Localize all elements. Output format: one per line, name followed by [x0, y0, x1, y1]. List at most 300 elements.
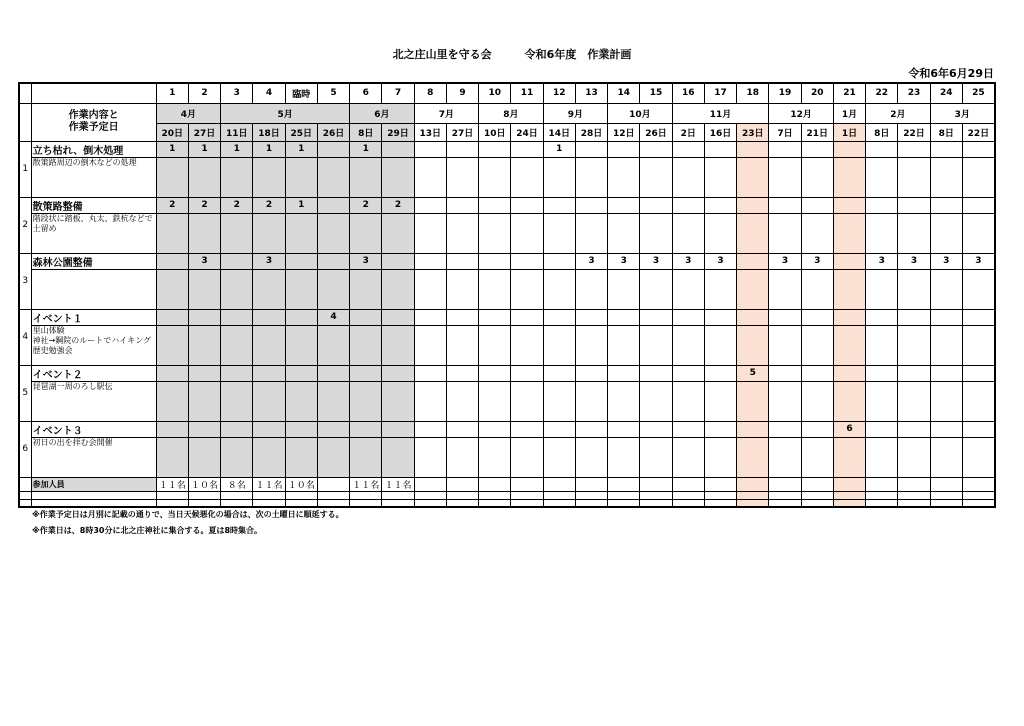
task-mark [221, 309, 253, 325]
day-label: 14日 [543, 123, 575, 141]
task-mark [801, 365, 833, 381]
task-mark [285, 309, 317, 325]
task-cell [382, 157, 414, 197]
empty-cell [350, 499, 382, 507]
attendance-count [608, 477, 640, 491]
task-mark [317, 141, 349, 157]
empty-cell [898, 499, 930, 507]
task-cell [801, 437, 833, 477]
task-cell [575, 213, 607, 253]
task-cell [898, 381, 930, 421]
session-number: 22 [866, 83, 898, 103]
attendance-count: １０名 [285, 477, 317, 491]
task-mark: 2 [221, 197, 253, 213]
task-cell [221, 213, 253, 253]
task-cell [769, 381, 801, 421]
task-mark [188, 421, 220, 437]
task-index: 1 [19, 141, 31, 197]
task-mark [737, 309, 769, 325]
task-cell [188, 157, 220, 197]
task-cell [866, 325, 898, 365]
day-label: 23日 [737, 123, 769, 141]
blank-cell [31, 83, 156, 103]
empty-cell [801, 491, 833, 499]
task-cell [221, 157, 253, 197]
task-cell [479, 269, 511, 309]
empty-cell [479, 491, 511, 499]
task-mark [672, 141, 704, 157]
task-mark [962, 421, 995, 437]
task-cell [962, 157, 995, 197]
task-cell [446, 325, 478, 365]
task-cell [156, 213, 188, 253]
task-cell [156, 381, 188, 421]
task-cell [866, 381, 898, 421]
task-cell [672, 213, 704, 253]
task-cell [575, 157, 607, 197]
task-cell [317, 325, 349, 365]
task-mark [608, 365, 640, 381]
empty-cell [575, 499, 607, 507]
task-cell [382, 325, 414, 365]
empty-cell [511, 491, 543, 499]
session-number: 24 [930, 83, 962, 103]
task-mark [511, 197, 543, 213]
session-number: 4 [253, 83, 285, 103]
task-mark: 3 [962, 253, 995, 269]
month-label: 11月 [672, 103, 769, 123]
attendance-count [414, 477, 446, 491]
task-cell [253, 157, 285, 197]
empty-cell [962, 499, 995, 507]
table-row [19, 309, 995, 325]
task-mark [350, 365, 382, 381]
task-cell [672, 325, 704, 365]
attendance-count [479, 477, 511, 491]
task-cell [672, 381, 704, 421]
task-cell [382, 269, 414, 309]
empty-cell [317, 499, 349, 507]
task-name: 立ち枯れ、倒木処理 [31, 141, 156, 157]
session-number: 20 [801, 83, 833, 103]
task-name: イベント３ [31, 421, 156, 437]
empty-cell [188, 491, 220, 499]
day-label: 2日 [672, 123, 704, 141]
task-mark [962, 197, 995, 213]
task-cell [866, 213, 898, 253]
task-mark [543, 197, 575, 213]
task-cell [317, 381, 349, 421]
task-mark [737, 197, 769, 213]
month-label: 10月 [608, 103, 673, 123]
task-cell [285, 213, 317, 253]
task-cell [801, 213, 833, 253]
task-cell [285, 157, 317, 197]
task-mark [575, 365, 607, 381]
task-cell [253, 213, 285, 253]
task-cell [833, 157, 865, 197]
session-number: 14 [608, 83, 640, 103]
task-cell [575, 269, 607, 309]
task-description [31, 269, 156, 309]
task-mark [833, 253, 865, 269]
empty-cell [446, 491, 478, 499]
session-number: 25 [962, 83, 995, 103]
task-name: 散策路整備 [31, 197, 156, 213]
session-number: 2 [188, 83, 220, 103]
task-mark [317, 253, 349, 269]
blank-cell [19, 491, 31, 499]
task-mark [704, 421, 736, 437]
task-mark [414, 197, 446, 213]
day-label: 16日 [704, 123, 736, 141]
session-number: 21 [833, 83, 865, 103]
table-row [19, 197, 995, 213]
task-cell [446, 213, 478, 253]
task-mark [446, 253, 478, 269]
task-cell [382, 437, 414, 477]
session-number: 1 [156, 83, 188, 103]
task-cell [962, 381, 995, 421]
task-cell [350, 381, 382, 421]
task-cell [188, 437, 220, 477]
blank-cell [31, 499, 156, 507]
attendance-count [672, 477, 704, 491]
task-cell [188, 213, 220, 253]
task-cell [543, 325, 575, 365]
task-mark: 3 [704, 253, 736, 269]
empty-cell [608, 499, 640, 507]
month-label: 4月 [156, 103, 221, 123]
task-cell [188, 381, 220, 421]
empty-cell [382, 491, 414, 499]
empty-cell [898, 491, 930, 499]
task-mark [543, 309, 575, 325]
task-cell [350, 269, 382, 309]
task-cell [930, 157, 962, 197]
task-mark: 3 [350, 253, 382, 269]
task-mark [704, 365, 736, 381]
task-mark: 1 [285, 141, 317, 157]
table-row [19, 477, 995, 491]
task-cell [253, 269, 285, 309]
task-mark [543, 253, 575, 269]
task-cell [285, 437, 317, 477]
month-label: 2月 [866, 103, 931, 123]
empty-cell [801, 499, 833, 507]
task-mark [479, 309, 511, 325]
task-cell [511, 157, 543, 197]
task-mark [253, 309, 285, 325]
task-mark [672, 365, 704, 381]
task-mark [833, 309, 865, 325]
table-row [19, 269, 995, 309]
task-mark: 1 [188, 141, 220, 157]
footnote: ※作業予定日は月別に記載の通りで、当日天候悪化の場合は、次の土曜日に順延する。 [32, 510, 344, 519]
task-mark [608, 141, 640, 157]
task-mark: 3 [672, 253, 704, 269]
footnote: ※作業日は、8時30分に北之庄神社に集合する。夏は8時集合。 [32, 526, 263, 535]
task-cell [866, 269, 898, 309]
month-label: 8月 [479, 103, 544, 123]
day-label: 7日 [769, 123, 801, 141]
task-cell [575, 325, 607, 365]
session-number: 11 [511, 83, 543, 103]
empty-cell [350, 491, 382, 499]
task-cell [479, 157, 511, 197]
task-cell [801, 381, 833, 421]
task-mark [350, 309, 382, 325]
task-cell [317, 269, 349, 309]
task-cell [446, 157, 478, 197]
task-cell [414, 269, 446, 309]
task-mark [640, 197, 672, 213]
attendance-count [511, 477, 543, 491]
task-mark [446, 365, 478, 381]
task-cell [608, 213, 640, 253]
empty-cell [640, 491, 672, 499]
task-mark [479, 197, 511, 213]
day-label: 26日 [640, 123, 672, 141]
day-label: 22日 [962, 123, 995, 141]
task-mark [446, 197, 478, 213]
task-mark [221, 365, 253, 381]
task-cell [446, 437, 478, 477]
session-number: 9 [446, 83, 478, 103]
task-cell [833, 437, 865, 477]
day-label: 11日 [221, 123, 253, 141]
task-cell [962, 325, 995, 365]
attendance-count: １１名 [253, 477, 285, 491]
task-cell [156, 157, 188, 197]
month-label: 1月 [833, 103, 865, 123]
task-cell [511, 381, 543, 421]
task-cell [575, 437, 607, 477]
task-mark [704, 197, 736, 213]
attendance-count [704, 477, 736, 491]
task-mark [608, 421, 640, 437]
table-row [19, 103, 995, 123]
task-cell [769, 157, 801, 197]
task-cell [640, 213, 672, 253]
task-mark [479, 141, 511, 157]
task-mark [833, 365, 865, 381]
task-cell [640, 269, 672, 309]
task-mark [156, 309, 188, 325]
task-mark [672, 309, 704, 325]
task-mark [317, 365, 349, 381]
task-cell [898, 213, 930, 253]
task-mark [414, 365, 446, 381]
task-cell [221, 269, 253, 309]
attendance-count [317, 477, 349, 491]
task-cell [898, 325, 930, 365]
task-mark [253, 421, 285, 437]
day-label: 29日 [382, 123, 414, 141]
task-cell [414, 213, 446, 253]
empty-cell [285, 491, 317, 499]
empty-cell [543, 491, 575, 499]
empty-cell [704, 499, 736, 507]
task-mark [188, 309, 220, 325]
task-mark: 3 [640, 253, 672, 269]
table-row [19, 123, 995, 141]
task-mark: 3 [253, 253, 285, 269]
task-index: 6 [19, 421, 31, 477]
empty-cell [285, 499, 317, 507]
task-mark [704, 141, 736, 157]
task-cell [317, 157, 349, 197]
task-description: 琵琶湖一周のろし駅伝 [31, 381, 156, 421]
task-mark [575, 197, 607, 213]
attendance-count [801, 477, 833, 491]
task-cell [769, 437, 801, 477]
task-cell [833, 269, 865, 309]
task-cell [672, 157, 704, 197]
task-mark [575, 309, 607, 325]
attendance-label: 参加人員 [31, 477, 156, 491]
empty-cell [156, 491, 188, 499]
table-row [19, 421, 995, 437]
document-date: 令和6年6月29日 [908, 67, 994, 80]
task-cell [253, 381, 285, 421]
day-label: 26日 [317, 123, 349, 141]
task-mark [253, 365, 285, 381]
task-cell [704, 437, 736, 477]
table-row [19, 157, 995, 197]
empty-cell [382, 499, 414, 507]
task-mark [414, 253, 446, 269]
attendance-count [737, 477, 769, 491]
task-cell [285, 381, 317, 421]
empty-cell [866, 491, 898, 499]
day-label: 8日 [930, 123, 962, 141]
task-cell [737, 157, 769, 197]
task-cell [253, 437, 285, 477]
empty-cell [866, 499, 898, 507]
task-mark [479, 421, 511, 437]
task-mark [737, 421, 769, 437]
task-cell [221, 381, 253, 421]
task-cell [769, 213, 801, 253]
task-cell [608, 157, 640, 197]
task-mark [769, 421, 801, 437]
task-mark [801, 141, 833, 157]
task-mark [769, 309, 801, 325]
day-label: 1日 [833, 123, 865, 141]
task-mark: 3 [188, 253, 220, 269]
task-cell [801, 325, 833, 365]
task-mark: 1 [253, 141, 285, 157]
task-mark [414, 421, 446, 437]
session-number: 5 [317, 83, 349, 103]
task-mark [672, 197, 704, 213]
task-mark [833, 197, 865, 213]
task-cell [511, 269, 543, 309]
attendance-count [930, 477, 962, 491]
empty-cell [833, 499, 865, 507]
task-cell [285, 269, 317, 309]
task-cell [930, 325, 962, 365]
task-mark [930, 365, 962, 381]
session-number: 10 [479, 83, 511, 103]
task-mark [382, 253, 414, 269]
task-name: 森林公園整備 [31, 253, 156, 269]
task-index: 2 [19, 197, 31, 253]
table-row [19, 213, 995, 253]
task-name: イベント２ [31, 365, 156, 381]
task-description: 散策路周辺の倒木などの処理 [31, 157, 156, 197]
empty-cell [188, 499, 220, 507]
task-cell [317, 213, 349, 253]
table-row [19, 381, 995, 421]
task-cell [350, 437, 382, 477]
task-mark [930, 141, 962, 157]
table-row [19, 437, 995, 477]
task-cell [833, 325, 865, 365]
task-cell [543, 157, 575, 197]
task-cell [737, 269, 769, 309]
empty-cell [769, 499, 801, 507]
task-mark [898, 197, 930, 213]
task-cell [737, 213, 769, 253]
task-mark: 3 [608, 253, 640, 269]
attendance-count [898, 477, 930, 491]
task-mark [930, 309, 962, 325]
task-mark [511, 141, 543, 157]
day-label: 25日 [285, 123, 317, 141]
task-index: 4 [19, 309, 31, 365]
task-cell [608, 381, 640, 421]
empty-cell [543, 499, 575, 507]
session-number: 8 [414, 83, 446, 103]
day-label: 24日 [511, 123, 543, 141]
session-number: 19 [769, 83, 801, 103]
task-cell [833, 381, 865, 421]
task-mark [866, 197, 898, 213]
task-cell [511, 325, 543, 365]
attendance-count [446, 477, 478, 491]
task-mark [382, 141, 414, 157]
day-label: 12日 [608, 123, 640, 141]
task-mark: 1 [156, 141, 188, 157]
task-cell [446, 381, 478, 421]
task-cell [801, 269, 833, 309]
task-cell [672, 269, 704, 309]
task-mark [962, 365, 995, 381]
task-cell [962, 269, 995, 309]
table-row [19, 491, 995, 499]
task-cell [737, 325, 769, 365]
task-mark: 2 [156, 197, 188, 213]
task-mark [317, 421, 349, 437]
task-cell [737, 437, 769, 477]
task-cell [640, 381, 672, 421]
day-label: 27日 [188, 123, 220, 141]
task-mark [640, 421, 672, 437]
task-cell [253, 325, 285, 365]
task-cell [350, 325, 382, 365]
task-mark [898, 141, 930, 157]
task-mark [511, 365, 543, 381]
work-schedule-table [18, 82, 996, 508]
day-label: 10日 [479, 123, 511, 141]
task-cell [156, 269, 188, 309]
blank-cell [31, 491, 156, 499]
task-mark [543, 421, 575, 437]
empty-cell [253, 491, 285, 499]
task-cell [479, 381, 511, 421]
